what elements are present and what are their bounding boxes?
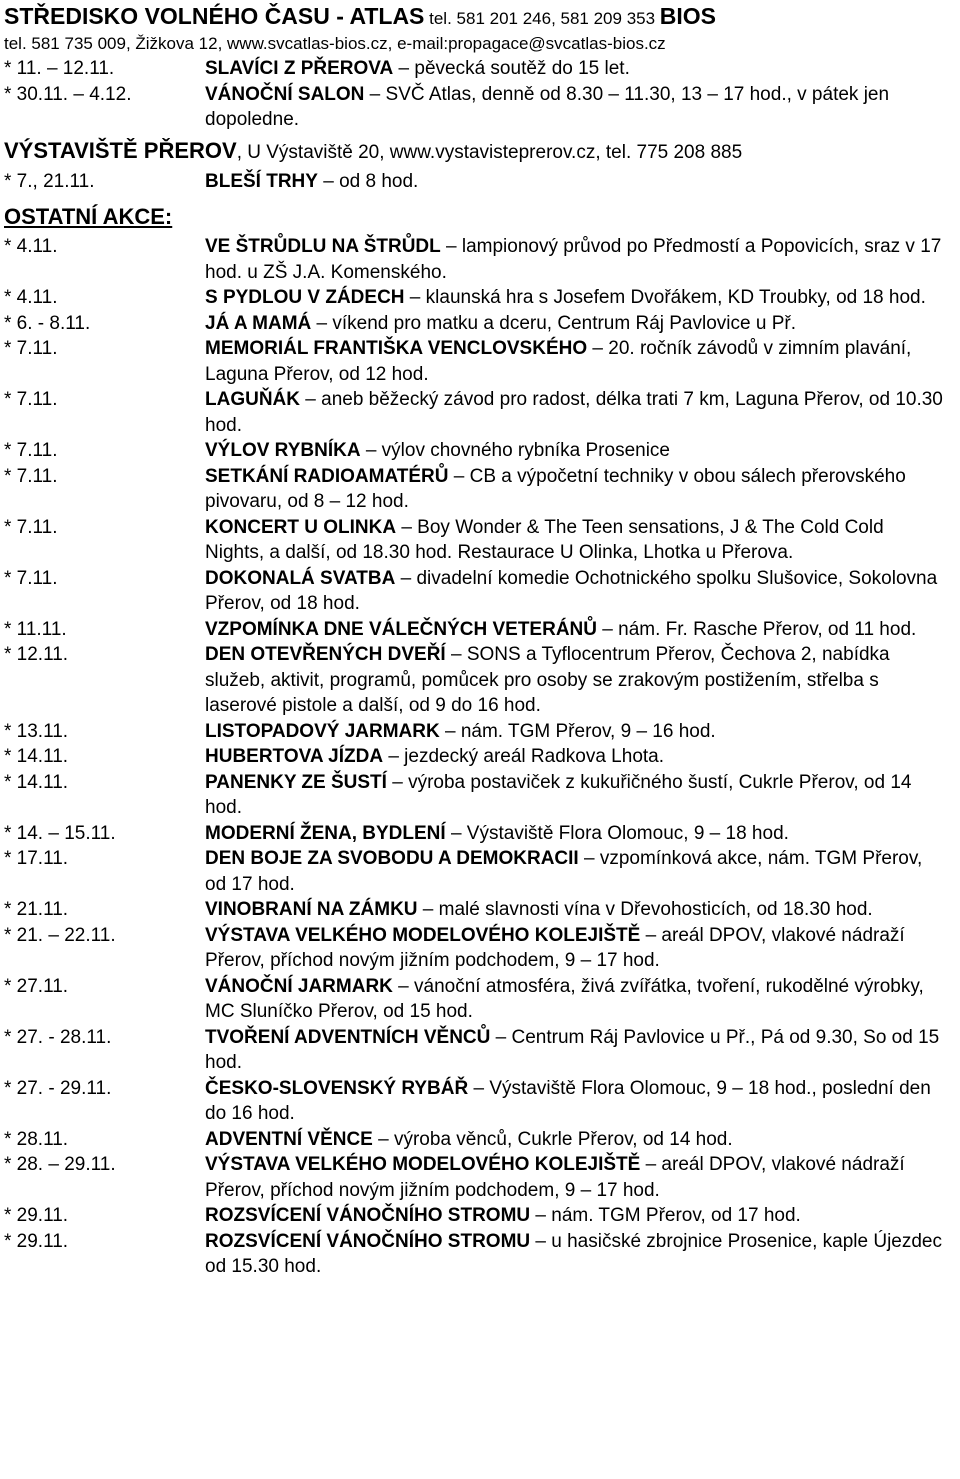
org-phones: tel. 581 201 246, 581 209 353 <box>424 9 660 28</box>
event-desc: – výroba věnců, Cukrle Přerov, od 14 hod. <box>372 1128 733 1150</box>
event-date: * 29.11. <box>4 1205 69 1226</box>
event-row <box>4 464 944 515</box>
event-text <box>205 311 944 337</box>
event-title: DEN BOJE ZA SVOBODU A DEMOKRACII <box>205 848 579 869</box>
event-row <box>4 336 944 387</box>
event-desc: – pěvecká soutěž do 15 let. <box>393 58 630 79</box>
event-text <box>205 821 944 847</box>
event-text <box>205 169 944 195</box>
event-title: VZPOMÍNKA DNE VÁLEČNÝCH VETERÁNŮ <box>205 618 597 640</box>
event-row <box>4 642 944 719</box>
event-title: MODERNÍ ŽENA, BYDLENÍ <box>205 822 446 844</box>
svc-event-list <box>4 56 944 133</box>
event-row <box>4 234 944 285</box>
other-event-list <box>4 234 944 1280</box>
event-text <box>205 56 944 82</box>
event-row <box>4 821 944 847</box>
event-row <box>4 617 944 643</box>
event-date: * 28.11. <box>4 1128 69 1150</box>
event-desc: – CB a výpočetní techniky v obou sálech přerovského pivovaru, od 8 – 12 hod. <box>205 465 906 512</box>
org-bios: BIOS <box>659 3 717 29</box>
event-text <box>205 1152 944 1203</box>
event-desc: – jezdecký areál Radkova Lhota. <box>383 746 665 767</box>
event-desc: – divadelní komedie Ochotnického spolku Slušovice, Sokolovna Přerov, od 18 hod. <box>205 567 938 614</box>
org-header-line2: tel. 581 735 009, Žižkova 12, www.svcatlas-bios.cz, e-mail:propagace@svcatlas-bios.cz <box>4 34 666 53</box>
event-title: DOKONALÁ SVATBA <box>205 567 396 589</box>
event-row <box>4 438 944 464</box>
event-desc: – nám. Fr. Rasche Přerov, od 11 hod. <box>597 618 917 640</box>
event-desc: – areál DPOV, vlakové nádraží Přerov, příchod novým jižním podchodem, 9 – 17 hod. <box>205 1154 905 1201</box>
event-desc: – víkend pro matku a dceru, Centrum Ráj Pavlovice u Př. <box>311 312 796 334</box>
event-title: ROZSVÍCENÍ VÁNOČNÍHO STROMU <box>205 1230 531 1252</box>
event-title: MEMORIÁL FRANTIŠKA VENCLOVSKÉHO <box>205 338 588 359</box>
event-date: * 7.11. <box>4 440 58 461</box>
event-row <box>4 897 944 923</box>
event-date: * 17.11. <box>4 848 69 869</box>
event-desc: – výroba postaviček z kukuřičného šustí, Cukrle Přerov, od 14 hod. <box>205 771 912 818</box>
event-date: * 21. – 22.11. <box>4 924 116 946</box>
event-row <box>4 1076 944 1127</box>
event-date: * 27.11. <box>4 975 69 997</box>
other-events-heading: OSTATNÍ AKCE: <box>4 204 173 229</box>
event-text <box>205 515 944 566</box>
event-title: VÝLOV RYBNÍKA <box>205 440 361 461</box>
event-text <box>205 974 944 1025</box>
event-row <box>4 846 944 897</box>
event-desc: – Boy Wonder & The Teen sensations, J & The Cold Cold Nights, a další, od 18.30 hod. Restaurace U Olinka, Lhotka u Přerova. <box>205 516 884 563</box>
event-date: * 4.11. <box>4 236 58 257</box>
event-date: * 11.11. <box>4 618 67 640</box>
event-desc: – vzpomínková akce, nám. TGM Přerov, od 17 hod. <box>205 848 923 895</box>
event-date: * 27. - 28.11. <box>4 1026 112 1048</box>
event-title: VÝSTAVA VELKÉHO MODELOVÉHO KOLEJIŠTĚ <box>205 1154 641 1175</box>
event-text <box>205 336 944 387</box>
event-title: VINOBRANÍ NA ZÁMKU <box>205 899 418 920</box>
event-row <box>4 311 944 337</box>
event-desc: – vánoční atmosféra, živá zvířátka, tvoření, rukodělné výrobky, MC Sluníčko Přerov, od 15 hod. <box>205 975 924 1022</box>
event-desc: – Centrum Ráj Pavlovice u Př., Pá od 9.30, So od 15 hod. <box>205 1026 940 1073</box>
event-title: VÁNOČNÍ SALON <box>205 83 365 105</box>
event-row <box>4 1229 944 1280</box>
event-desc: – nám. TGM Přerov, 9 – 16 hod. <box>439 720 716 742</box>
event-title: VE ŠTRŮDLU NA ŠTRŮDL <box>205 236 441 257</box>
event-text <box>205 234 944 285</box>
event-text <box>205 923 944 974</box>
event-text <box>205 744 944 770</box>
event-text <box>205 1025 944 1076</box>
event-date: * 6. - 8.11. <box>4 312 91 334</box>
event-title: LISTOPADOVÝ JARMARK <box>205 720 440 742</box>
event-desc: – u hasičské zbrojnice Prosenice, kaple Újezdec od 15.30 hod. <box>205 1230 943 1277</box>
event-desc: – areál DPOV, vlakové nádraží Přerov, příchod novým jižním podchodem, 9 – 17 hod. <box>205 924 905 971</box>
event-date: * 7.11. <box>4 567 58 589</box>
event-title: SLAVÍCI Z PŘEROVA <box>205 58 394 79</box>
event-desc: – Výstaviště Flora Olomouc, 9 – 18 hod., poslední den do 16 hod. <box>205 1077 931 1124</box>
event-date: * 13.11. <box>4 720 69 742</box>
event-row <box>4 566 944 617</box>
event-text <box>205 897 944 923</box>
event-desc: – 20. ročník závodů v zimním plavání, Laguna Přerov, od 12 hod. <box>205 338 912 385</box>
event-desc: – SONS a Tyflocentrum Přerov, Čechova 2, nabídka služeb, aktivit, programů, pomůcek pro osoby se zrakovým postižením, střelba s laserové pistole a další, od 9 do 16 hod. <box>205 644 890 716</box>
event-date: * 7., 21.11. <box>4 170 95 192</box>
event-date: * 14.11. <box>4 746 69 767</box>
vystaviste-name: VÝSTAVIŠTĚ PŘEROV <box>4 137 237 163</box>
event-title: DEN OTEVŘENÝCH DVEŘÍ <box>205 644 446 665</box>
event-text <box>205 566 944 617</box>
event-row <box>4 82 944 133</box>
event-row <box>4 744 944 770</box>
event-date: * 27. - 29.11. <box>4 1077 112 1099</box>
org-name: STŘEDISKO VOLNÉHO ČASU - ATLAS <box>4 3 425 29</box>
event-title: LAGUŇÁK <box>205 389 300 410</box>
event-text <box>205 438 944 464</box>
event-row <box>4 56 944 82</box>
event-date: * 7.11. <box>4 338 58 359</box>
event-row <box>4 1127 944 1153</box>
event-row <box>4 923 944 974</box>
vystaviste-heading <box>4 135 944 169</box>
event-title: BLEŠÍ TRHY <box>205 170 318 192</box>
event-date: * 7.11. <box>4 465 58 487</box>
event-title: S PYDLOU V ZÁDECH <box>205 287 405 308</box>
event-date: * 11. – 12.11. <box>4 58 115 79</box>
vystaviste-details: , U Výstaviště 20, www.vystavisteprerov.cz, tel. 775 208 885 <box>236 141 743 163</box>
event-desc: – klaunská hra s Josefem Dvořákem, KD Troubky, od 18 hod. <box>404 287 926 308</box>
event-text <box>205 1127 944 1153</box>
event-text <box>205 1076 944 1127</box>
vystaviste-event <box>4 169 944 195</box>
event-title: VÁNOČNÍ JARMARK <box>205 975 393 997</box>
event-text <box>205 1203 944 1229</box>
event-title: ČESKO-SLOVENSKÝ RYBÁŘ <box>205 1077 469 1099</box>
event-title: ROZSVÍCENÍ VÁNOČNÍHO STROMU <box>205 1205 531 1226</box>
event-row <box>4 974 944 1025</box>
event-date: * 28. – 29.11. <box>4 1154 116 1175</box>
event-text <box>205 82 944 133</box>
event-text <box>205 464 944 515</box>
event-title: PANENKY ZE ŠUSTÍ <box>205 771 387 793</box>
org-header-line1 <box>4 4 944 31</box>
event-date: * 12.11. <box>4 644 69 665</box>
event-text <box>205 719 944 745</box>
event-title: ADVENTNÍ VĚNCE <box>205 1128 373 1150</box>
event-title: VÝSTAVA VELKÉHO MODELOVÉHO KOLEJIŠTĚ <box>205 924 641 946</box>
event-title: JÁ A MAMÁ <box>205 312 312 334</box>
event-row <box>4 1025 944 1076</box>
event-desc: – SVČ Atlas, denně od 8.30 – 11.30, 13 – 17 hod., v pátek jen dopoledne. <box>205 83 890 130</box>
event-title: KONCERT U OLINKA <box>205 516 397 538</box>
event-row <box>4 1152 944 1203</box>
event-desc: – lampionový průvod po Předmostí a Popovicích, sraz v 17 hod. u ZŠ J.A. Komenského. <box>205 236 942 283</box>
event-date: * 29.11. <box>4 1230 69 1252</box>
event-text <box>205 642 944 719</box>
event-date: * 7.11. <box>4 389 58 410</box>
event-text <box>205 285 944 311</box>
event-desc: – výlov chovného rybníka Prosenice <box>360 440 670 461</box>
event-date: * 14. – 15.11. <box>4 822 116 844</box>
event-title: TVOŘENÍ ADVENTNÍCH VĚNCŮ <box>205 1026 491 1048</box>
event-row <box>4 770 944 821</box>
event-date: * 7.11. <box>4 516 58 538</box>
event-row <box>4 285 944 311</box>
event-text <box>205 770 944 821</box>
event-desc: – aneb běžecký závod pro radost, délka trati 7 km, Laguna Přerov, od 10.30 hod. <box>205 389 943 436</box>
event-text <box>205 1229 944 1280</box>
event-desc: – Výstaviště Flora Olomouc, 9 – 18 hod. <box>445 822 789 844</box>
event-row <box>4 387 944 438</box>
event-row <box>4 515 944 566</box>
event-title: SETKÁNÍ RADIOAMATÉRŮ <box>205 465 449 487</box>
event-title: HUBERTOVA JÍZDA <box>205 746 384 767</box>
event-date: * 30.11. – 4.12. <box>4 83 132 105</box>
event-date: * 14.11. <box>4 771 69 793</box>
event-text <box>205 617 944 643</box>
event-desc: – malé slavnosti vína v Dřevohosticích, od 18.30 hod. <box>417 899 873 920</box>
event-desc: – nám. TGM Přerov, od 17 hod. <box>530 1205 801 1226</box>
event-desc: – od 8 hod. <box>317 170 419 192</box>
event-row <box>4 1203 944 1229</box>
event-text <box>205 387 944 438</box>
event-date: * 21.11. <box>4 899 69 920</box>
event-row <box>4 719 944 745</box>
event-date: * 4.11. <box>4 287 58 308</box>
event-text <box>205 846 944 897</box>
